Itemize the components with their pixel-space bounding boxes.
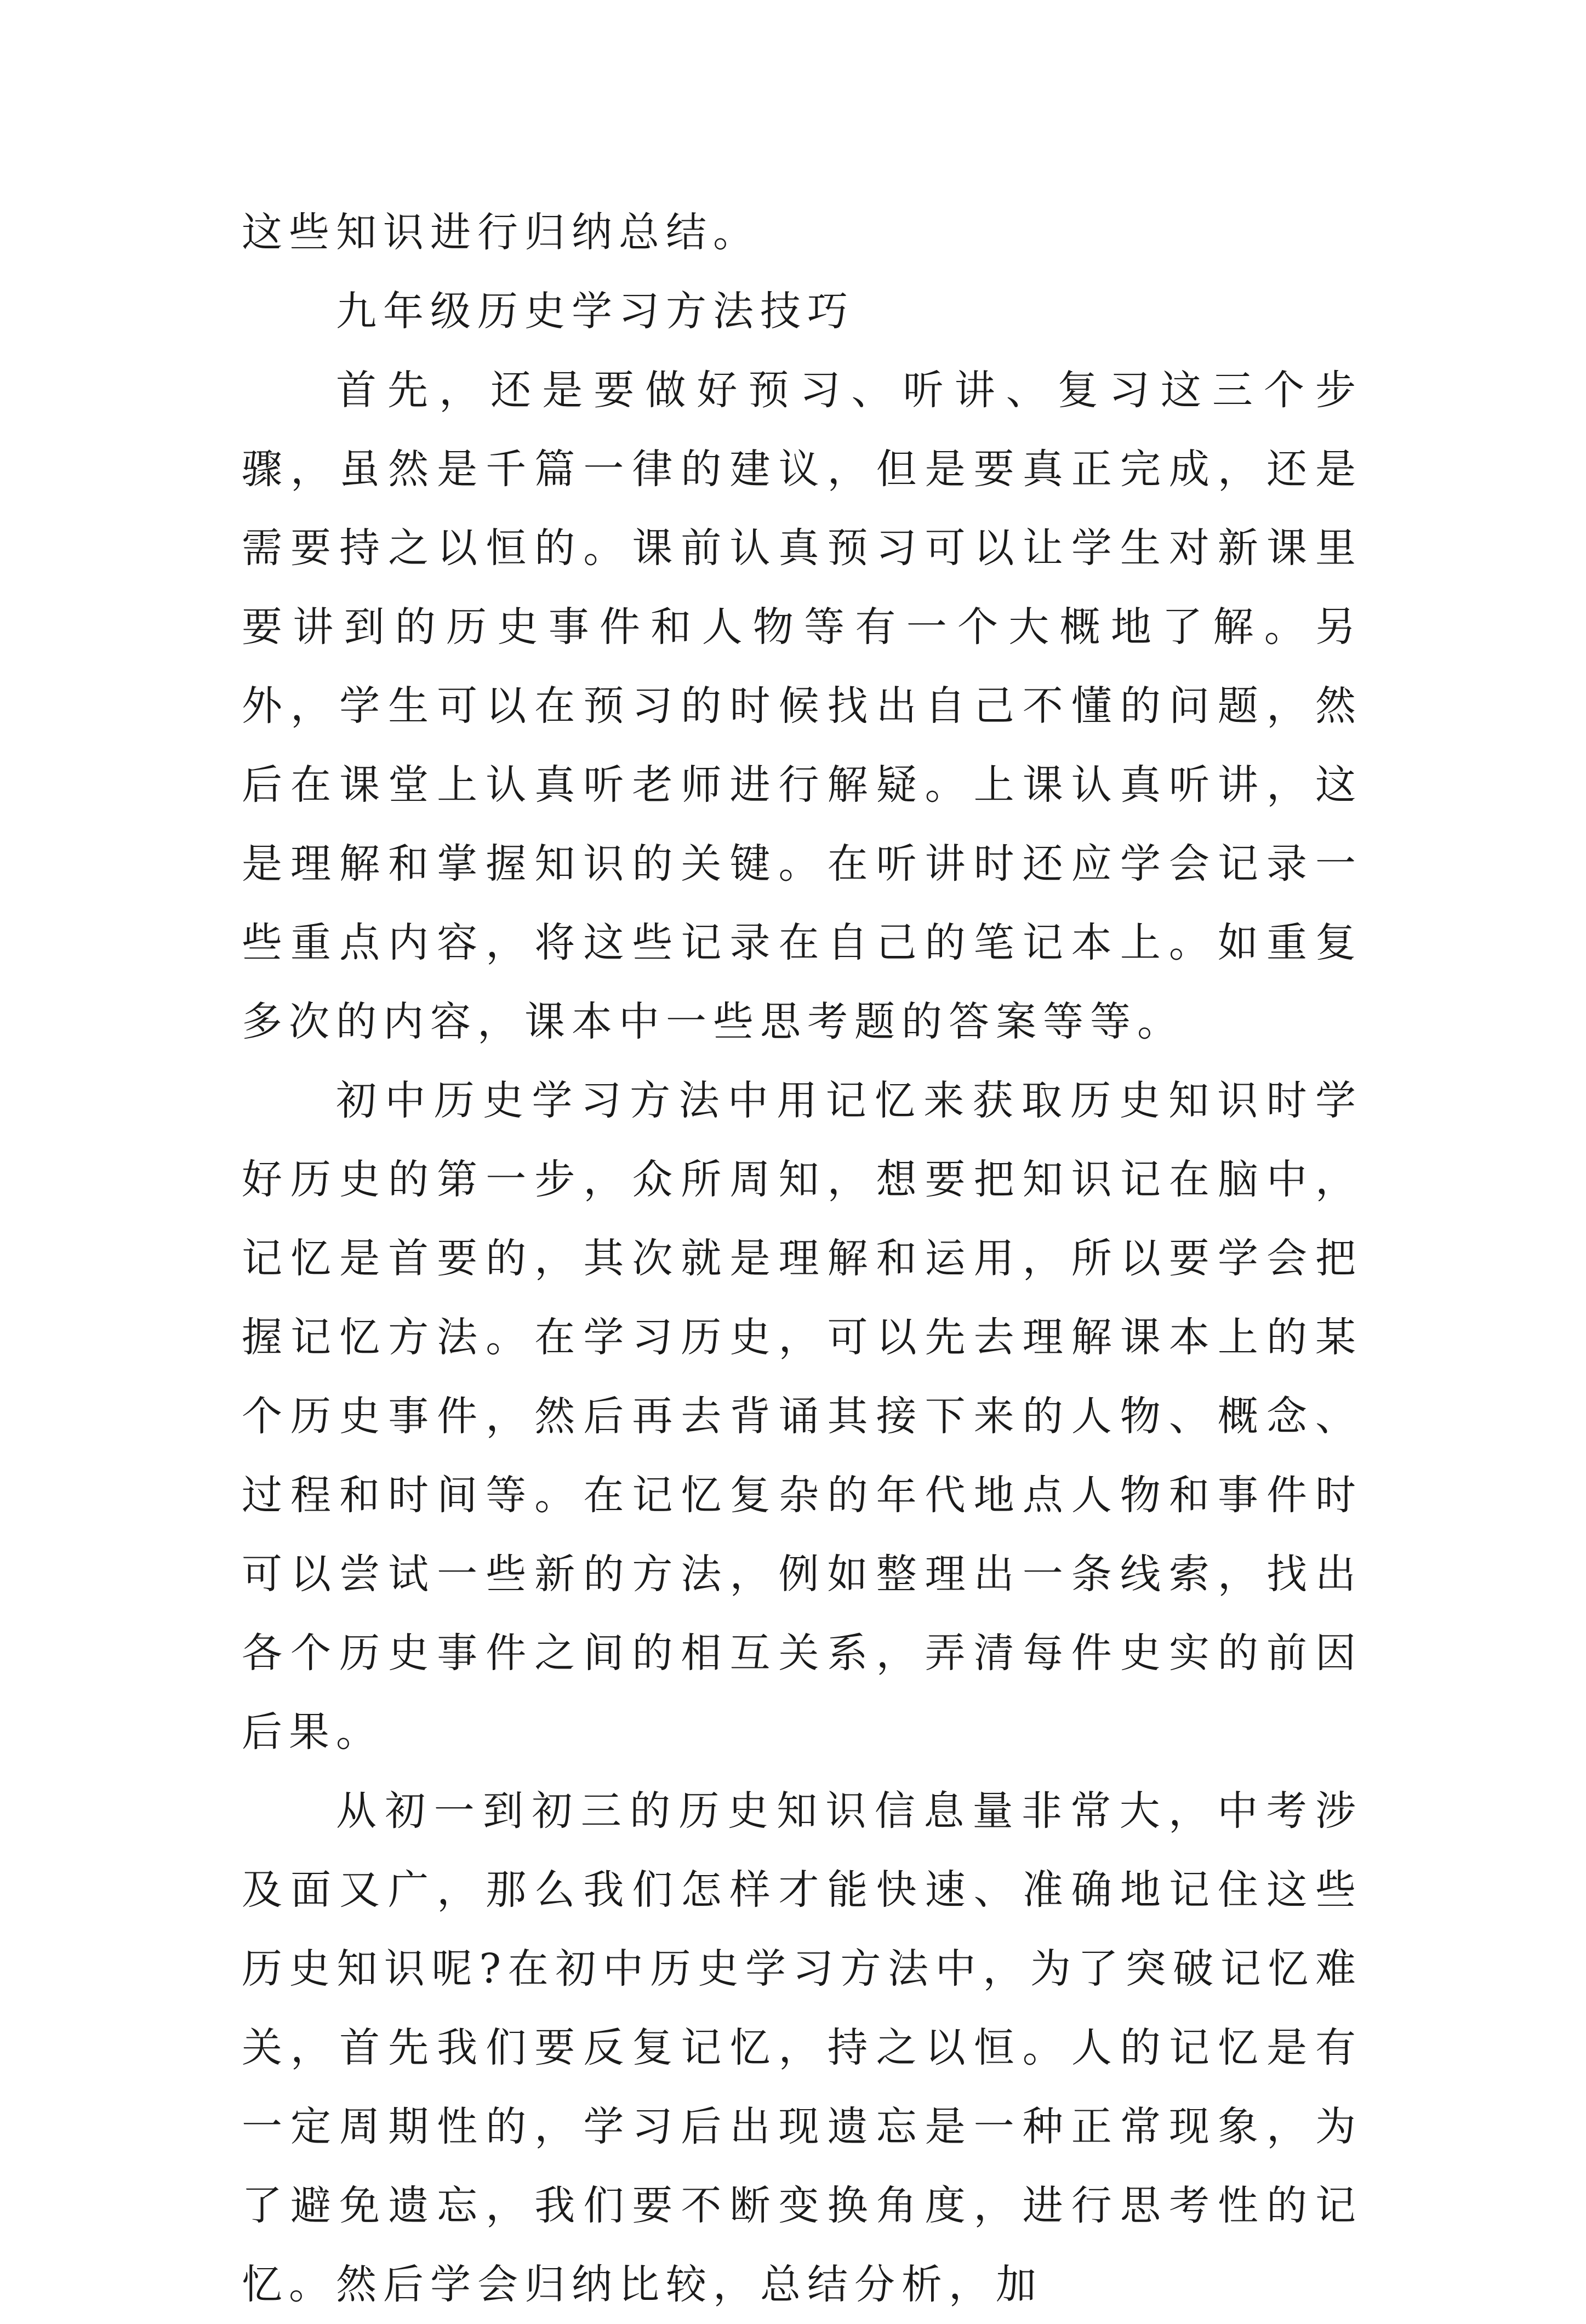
paragraph: 首先，还是要做好预习、听讲、复习这三个步骤，虽然是千篇一律的建议，但是要真正完成，还是需要持之以恒的。课前认真预习可以让学生对新课里要讲到的历史事件和人物等有一个大概地了解。另外，学生可以在预习的时候找出自己不懂的问题，然后在课堂上认真听老师进行解疑。上课认真听讲，这是理解和掌握知识的关键。在听讲时还应学会记录一些重点内容，将这些记录在自己的笔记本上。如重复多次的内容，课本中一些思考题的答案等等。: [242, 367, 1362, 1045]
paragraph: 从初一到初三的历史知识信息量非常大，中考涉及面又广，那么我们怎样才能快速、准确地记住这些历史知识呢?在初中历史学习方法中，为了突破记忆难关，首先我们要反复记忆，持之以恒。人的记忆是有一定周期性的，学习后出现遗忘是一种正常现象，为了避免遗忘，我们要不断变换角度，进行思考性的记忆。然后学会归纳比较，总结分析，加: [242, 1787, 1362, 2308]
paragraph: 初中历史学习方法中用记忆来获取历史知识时学好历史的第一步，众所周知，想要把知识记在脑中，记忆是首要的，其次就是理解和运用，所以要学会把握记忆方法。在学习历史，可以先去理解课本上的某个历史事件，然后再去背诵其接下来的人物、概念、过程和时间等。在记忆复杂的年代地点人物和事件时可以尝试一些新的方法，例如整理出一条线索，找出各个历史事件之间的相互关系，弄清每件史实的前因后果。: [242, 1077, 1362, 1756]
paragraph-continuation: 这些知识进行归纳总结。: [242, 209, 760, 256]
section-heading: 九年级历史学习方法技巧: [336, 288, 854, 335]
document-body: [242, 193, 1362, 2324]
